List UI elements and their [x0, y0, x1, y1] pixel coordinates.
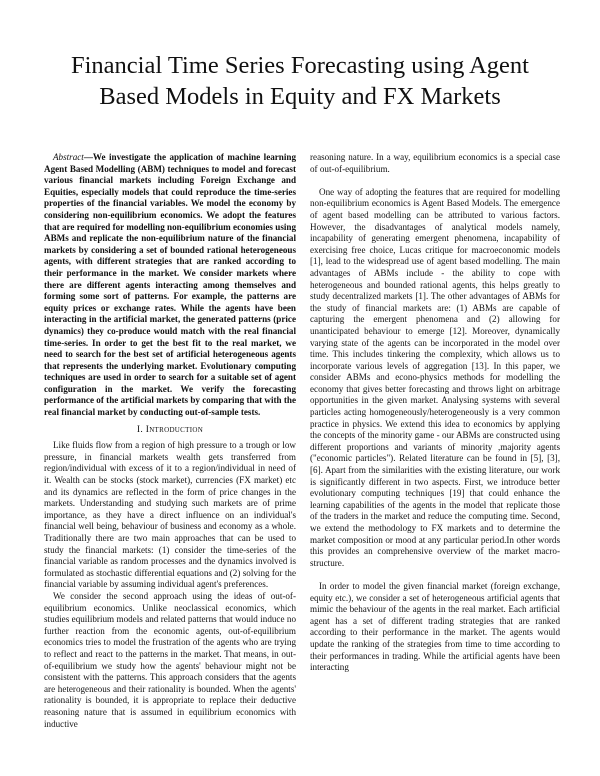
section-heading-introduction: I. Introduction — [136, 424, 204, 435]
right-paragraph-3: In order to model the given financial market (foreign exchange, equity etc.), we consider a set of heterogeneous artificial agents that mimic the behaviour of the agents in the real market. Each artificial agent has a set of different trading strategies that are ranked according to their performance in the market. The agents would update the ranking of the strategies from time to time according to their performances in trading. While the artificial agents have been interacting — [310, 580, 560, 673]
abstract — [44, 152, 296, 419]
right-column — [310, 152, 560, 674]
paper-title — [40, 50, 560, 112]
intro-paragraph-1: Like fluids flow from a region of high pressure to a trough or low pressure, in financial markets wealth gets transferred from region/individual with excess of it to a region/individual in need of it. Wealth can be stocks (stock market), currencies (FX market) etc and its dynamics are reflected in the form of price changes in the markets. Understanding and studying such markets are of prime importance, as they have a direct influence on an individual's financial well being, behaviour of business and economy as a whole. Traditionally there are two main approaches that can be used to study the financial markets: (1) consider the time-series of the financial variable as random processes and the dynamics involved is formulated as stochastic differential equations and (2) solving for the financial variable by assuming individual agent's preferences. — [44, 440, 296, 590]
left-column — [44, 152, 296, 730]
title-line-1: Financial Time Series Forecasting using Agent — [71, 52, 529, 79]
abstract-label: Abstract — [53, 152, 84, 162]
title-line-2: Based Models in Equity and FX Markets — [99, 83, 501, 110]
abstract-text: —We investigate the application of machine learning Agent Based Modelling (ABM) techniques to model and forecast various financial markets including Foreign Exchange and Equities, especially models that could reproduce the time-series properties of the financial variables. We model the economy by considering non-equilibrium economics. We adopt the features that are required for modelling non-equilibrium economies using ABMs and replicate the non-equilibrium nature of the financial markets by considering a set of bounded rational heterogeneous agents, with different strategies that are ranked according to their performance in the market. We consider markets where there are different agents interacting among themselves and forming some sort of patterns. For example, the patterns are equity prices or exchange rates. While the agents have been interacting in the artificial market, the generated patterns (price dynamics) they co-produce would match with the real financial time-series. In order to get the best fit to the real market, we need to search for the best set of artificial heterogeneous agents that represents the underlying market. Evolutionary computing techniques are used in order to search for a suitable set of agent configuration in the market. We verify the forecasting performance of the artificial markets by comparing that with the real financial market by conducting out-of-sample tests. — [44, 152, 296, 418]
right-paragraph-1: reasoning nature. In a way, equilibrium economics is a special case of out-of-equilibrium. — [310, 152, 560, 174]
intro-paragraph-2: We consider the second approach using the ideas of out-of-equilibrium economics. Unlike neoclassical economics, which studies equilibrium models and related patterns that would induce no further reaction from the economic agents, out-of-equilibrium economics tries to model the frustration of the agents who are trying to reflect and react to the patterns in the market. That means, in out-of-equilibrium we study how the agents' behaviour might not be consistent with the patterns. This approach considers that the agents are heterogeneous and their rationality is bounded. When the agents' rationality is bounded, it is appropriate to replace their deductive reasoning nature that is assumed in equilibrium economics with inductive — [44, 590, 296, 729]
right-paragraph-2: One way of adopting the features that are required for modelling non-equilibrium economics is Agent Based Models. The emergence of agent based modelling can be attributed to various factors. However, the disadvantages of analytical models namely, incapability of generating emergent phenomena, incapability of exercising free choice, Lucas critique for macroeconomic models [1], lead to the widespread use of agent based modelling. The main advantages of ABMs include - the ability to cope with heterogeneous and bounded rational agents, this helps greatly to study decentralized markets [1]. The other advantages of ABMs for the study of financial markets are: (1) ABMs are capable of capturing the emergent phenomena and (2) allowing for unanticipated behaviour to emerge [12]. Moreover, dynamically varying state of the agents can be incorporated in the model over time. This includes tinkering the complexity, which allows us to incorporate various levels of aggregation [13]. In this paper, we consider ABMs and econo-physics methods for modelling the economy that gives better forecasting and throws light on arbitrage opportunities in the given market. Analysing systems with several particles acting homogeneously/heterogeneously is a very common practice in physics. We extend this idea to economics by applying the concepts of the minority game - our ABMs are constructed using different proportions and variants of minority ,majority agents ("economic particles"). Related literature can be found in [5], [3], [6]. Apart from the similarities with the existing literature, our work is significantly different in two aspects. First, we introduce better evolutionary computing techniques [19] that could enhance the learning capabilities of the agents in the model that replicate those of the traders in the market and reduce the computing time. Second, we extend the methodology to FX markets and to determine the market composition or mood at any particular period.In other words this provides an comprehensive overview of the market macro-structure. — [310, 186, 560, 568]
